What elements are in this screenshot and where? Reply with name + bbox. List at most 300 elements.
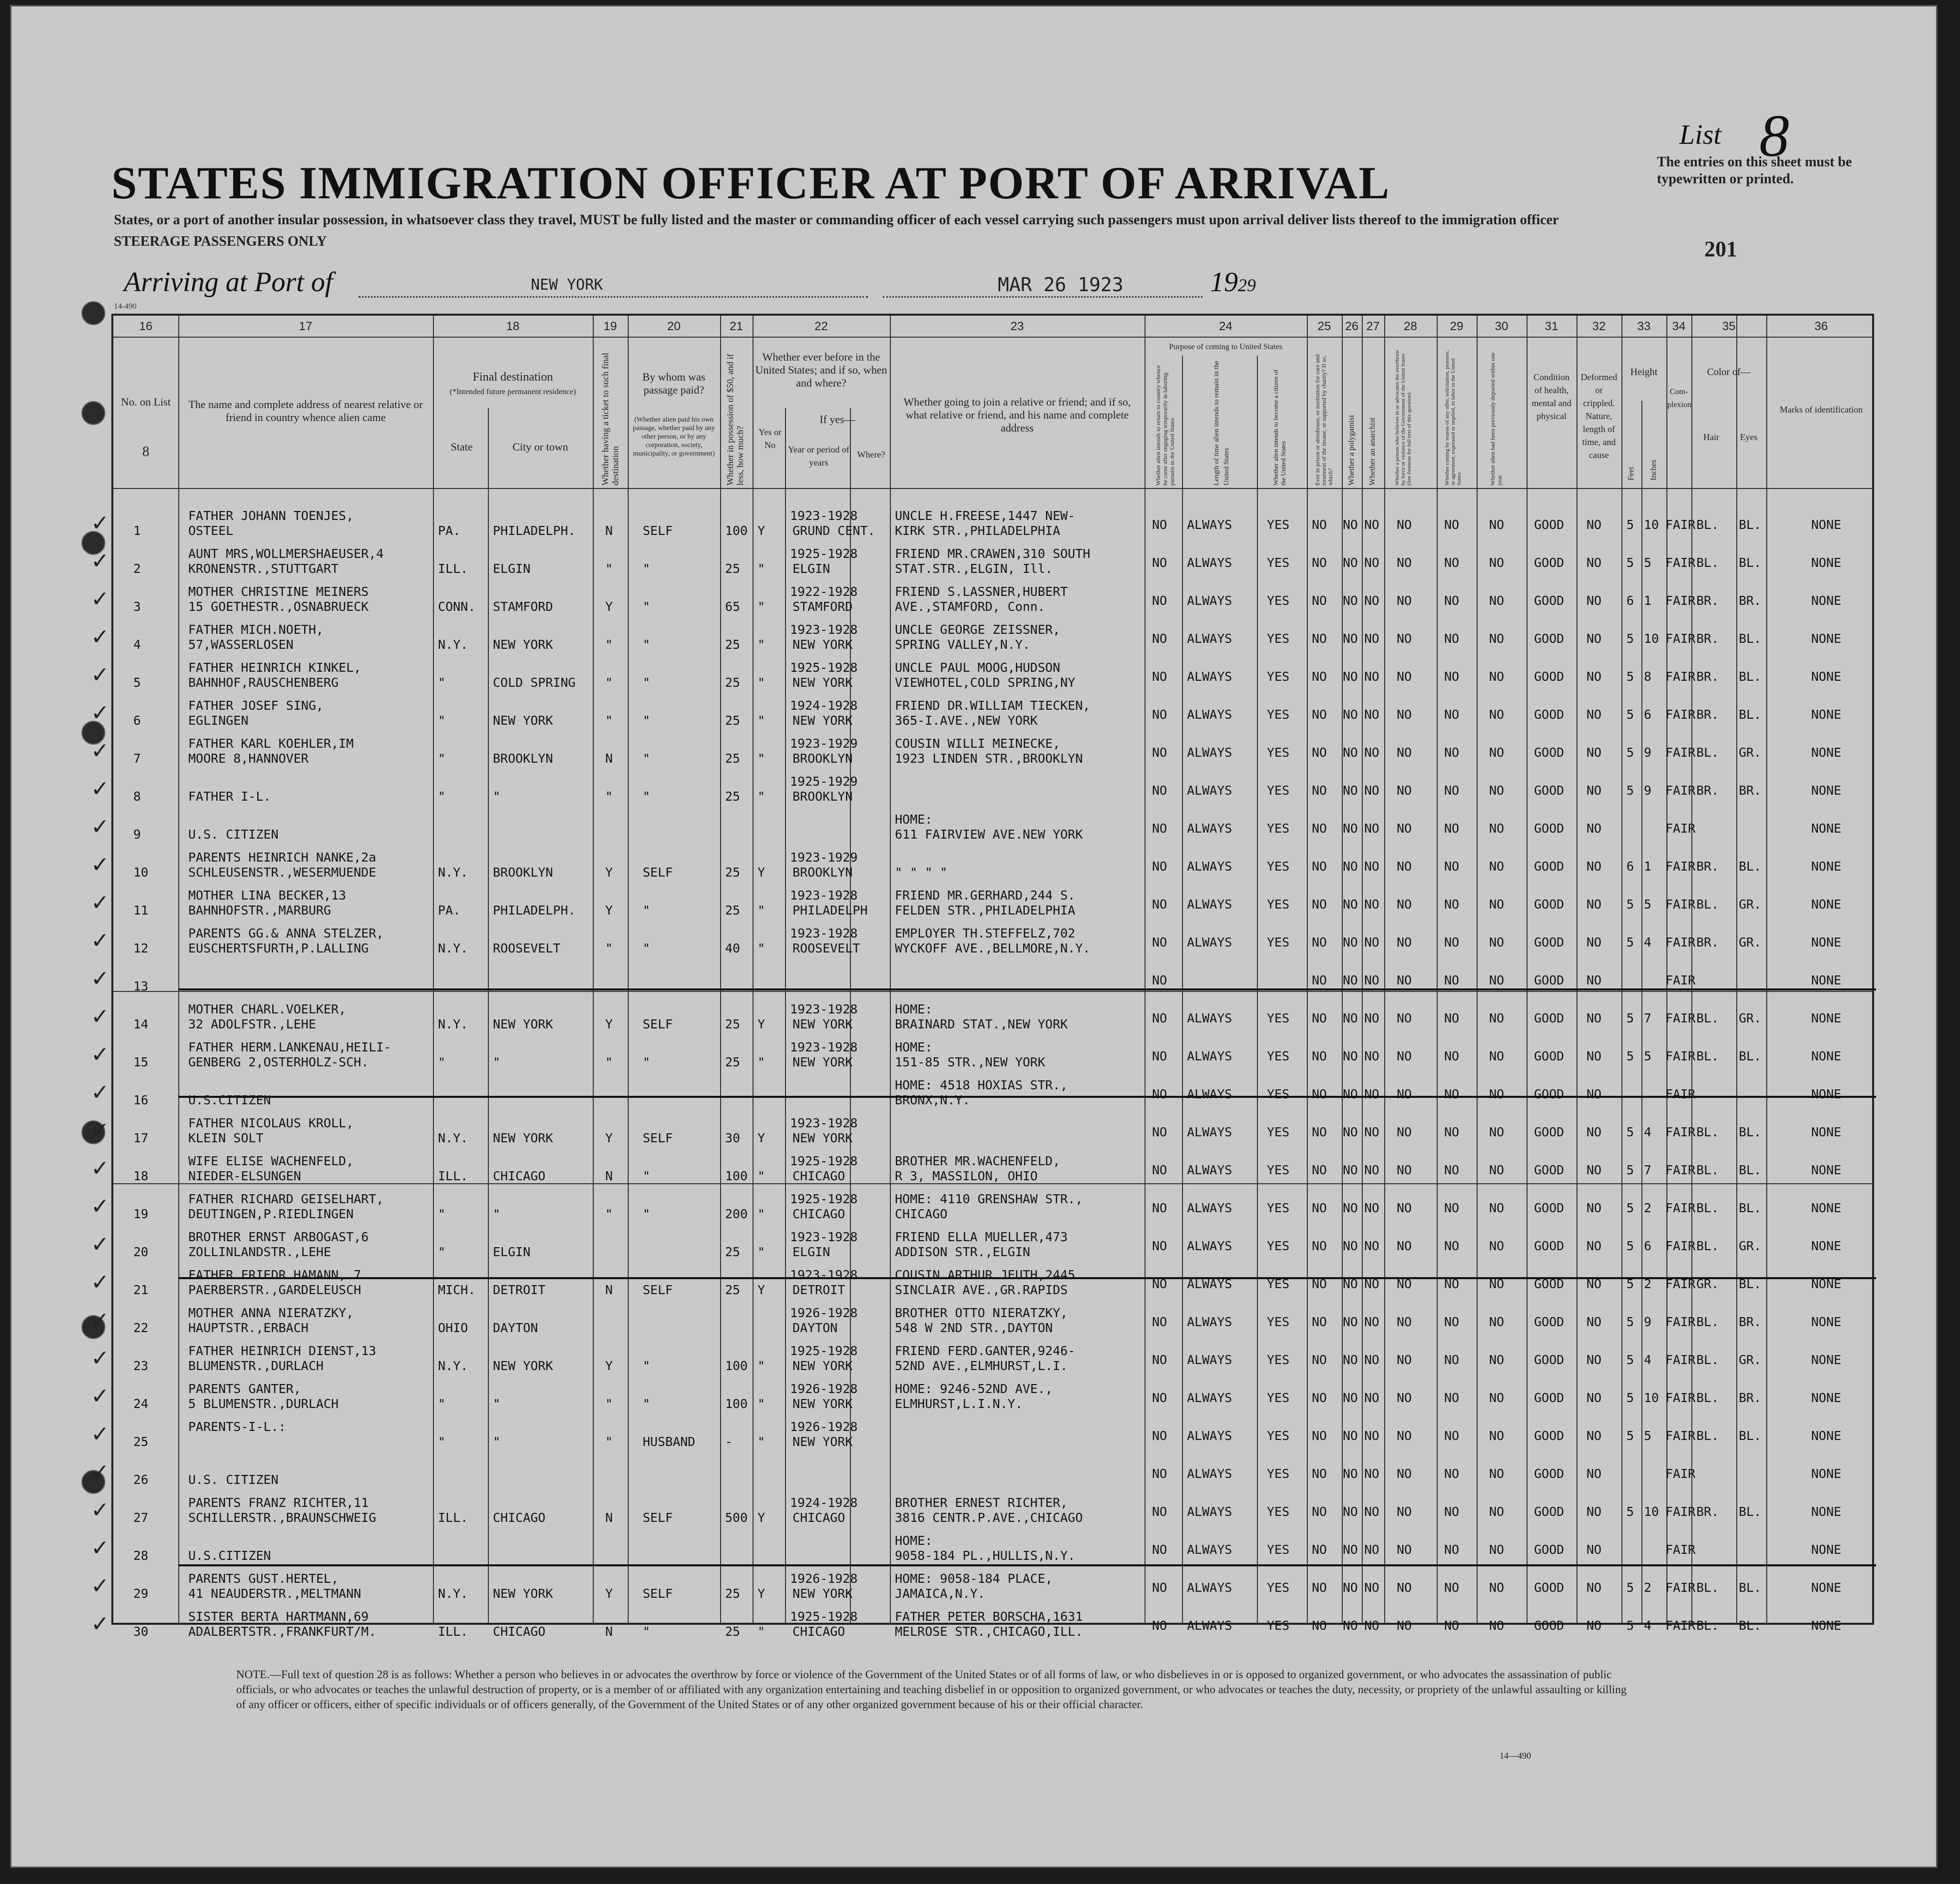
city-cell: " — [493, 1207, 501, 1221]
steerage-label: STEERAGE PASSENGERS ONLY — [114, 234, 327, 249]
q29-cell: NO — [1444, 1239, 1460, 1253]
check-mark-icon: ✓ — [91, 929, 109, 953]
col-number: 34 — [1672, 320, 1686, 333]
paid-cell: SELF — [643, 1283, 673, 1297]
where-cell: BROOKLYN — [792, 751, 853, 766]
purpose-citizen-cell: YES — [1267, 1542, 1290, 1557]
paid-cell: " — [643, 675, 651, 690]
join-line-1: HOME: — [895, 1002, 933, 1016]
col-number: 24 — [1219, 320, 1232, 333]
hair-cell: BL. — [1696, 1428, 1719, 1443]
period-cell: 1925-1928 — [790, 1192, 858, 1206]
before-cell: " — [758, 561, 766, 576]
purpose-length-cell: ALWAYS — [1187, 1542, 1232, 1557]
where-cell: NEW YORK — [792, 1359, 853, 1373]
period-cell: 1923-1928 — [790, 926, 858, 941]
purpose-return-cell: NO — [1152, 1239, 1168, 1253]
relative-line-2: U.S. CITIZEN — [188, 827, 279, 842]
hair-cell: BL. — [1696, 1239, 1719, 1253]
period-cell: 1924-1928 — [790, 1495, 858, 1510]
city-cell: PHILADELPH. — [493, 523, 576, 538]
col-number: 36 — [1814, 320, 1828, 333]
purpose-citizen-cell: YES — [1267, 555, 1290, 570]
deformed-cell: NO — [1586, 1618, 1602, 1633]
join-line-2: KIRK STR.,PHILADELPHIA — [895, 523, 1061, 538]
purpose-length-cell: ALWAYS — [1187, 745, 1232, 760]
col-number: 29 — [1450, 320, 1464, 333]
q28-cell: NO — [1397, 631, 1412, 646]
complexion-cell: FAIR — [1665, 783, 1696, 798]
form-code: 14-490 — [114, 302, 137, 311]
ticket-cell: Y — [605, 1017, 613, 1031]
where-cell: ROOSEVELT — [792, 941, 860, 955]
ticket-cell: " — [605, 675, 613, 690]
purpose-length-cell: ALWAYS — [1187, 1428, 1232, 1443]
paid-cell: " — [643, 1359, 651, 1373]
polygamist-cell: NO — [1343, 783, 1358, 798]
polygamist-cell: NO — [1343, 1428, 1358, 1443]
relative-line-1: SISTER BERTA HARTMANN,69 — [188, 1609, 369, 1624]
join-line-1: BROTHER OTTO NIERATZKY, — [895, 1306, 1068, 1320]
money-cell: 100 — [725, 1397, 748, 1411]
money-cell: 25 — [725, 713, 741, 728]
header-where: Where? — [857, 450, 885, 460]
prison-cell: NO — [1312, 935, 1327, 949]
hair-cell: BL. — [1696, 517, 1719, 532]
health-cell: GOOD — [1534, 1428, 1565, 1443]
eyes-cell: BL. — [1739, 1125, 1762, 1139]
anarchist-cell: NO — [1364, 1466, 1380, 1481]
marks-cell: NONE — [1811, 593, 1842, 608]
deformed-cell: NO — [1586, 1163, 1602, 1177]
purpose-return-cell: NO — [1152, 707, 1168, 722]
hair-cell: BR. — [1696, 593, 1719, 608]
health-cell: GOOD — [1534, 1542, 1565, 1557]
relative-line-2: FATHER I-L. — [188, 789, 271, 804]
join-line-1: FRIEND FERD.GANTER,9246- — [895, 1344, 1076, 1358]
header-yes-no: Yes or No — [759, 427, 782, 450]
col-number: 19 — [603, 320, 617, 333]
complexion-cell: FAIR — [1665, 631, 1696, 646]
relative-line-2: BLUMENSTR.,DURLACH — [188, 1359, 324, 1373]
ticket-cell: " — [605, 637, 613, 652]
before-cell: " — [758, 1359, 766, 1373]
anarchist-cell: NO — [1364, 1315, 1380, 1329]
relative-line-1: MOTHER CHARL.VOELKER, — [188, 1002, 347, 1016]
purpose-citizen-cell: YES — [1267, 1504, 1290, 1519]
check-mark-icon: ✓ — [91, 1422, 109, 1446]
col-rule — [1307, 316, 1308, 1623]
hair-cell: BL. — [1696, 1618, 1719, 1633]
period-cell: 1924-1928 — [790, 698, 858, 713]
q30-cell: NO — [1489, 1428, 1505, 1443]
anarchist-cell: NO — [1364, 1618, 1380, 1633]
health-cell: GOOD — [1534, 1049, 1565, 1063]
eyes-cell: BL. — [1739, 859, 1762, 874]
inches-cell: 4 — [1644, 1353, 1652, 1367]
paid-cell: " — [643, 903, 651, 918]
deformed-cell: NO — [1586, 631, 1602, 646]
marks-cell: NONE — [1811, 1618, 1842, 1633]
footer-form-code: 14—490 — [1500, 1751, 1531, 1761]
purpose-length-cell: ALWAYS — [1187, 1125, 1232, 1139]
header-deformed: Deformed or crippled. Nature, length of time, and cause — [1580, 372, 1617, 460]
q28-cell: NO — [1397, 1391, 1412, 1405]
before-cell: " — [758, 1169, 766, 1183]
marks-cell: NONE — [1811, 1466, 1842, 1481]
join-line-1: COUSIN ARTHUR JEUTH,2445 — [895, 1268, 1076, 1282]
city-cell: " — [493, 1397, 501, 1411]
q30-cell: NO — [1489, 745, 1505, 760]
q28-cell: NO — [1397, 517, 1412, 532]
header-ticket: Whether having a ticket to such final destination — [600, 353, 620, 485]
punch-hole — [81, 401, 105, 425]
before-cell: " — [758, 1207, 766, 1221]
health-cell: GOOD — [1534, 1466, 1565, 1481]
join-line-1: HOME: 4110 GRENSHAW STR., — [895, 1192, 1083, 1206]
city-cell: DAYTON — [493, 1321, 538, 1335]
polygamist-cell: NO — [1343, 707, 1358, 722]
health-cell: GOOD — [1534, 1315, 1565, 1329]
feet-cell: 5 — [1626, 1239, 1634, 1253]
feet-cell: 5 — [1626, 1201, 1634, 1215]
purpose-return-cell: NO — [1152, 859, 1168, 874]
hair-cell: GR. — [1696, 1277, 1719, 1291]
header-purpose-return: Whether alien intends to return to country whence he came after engaging temporarily in laboring pursuits in the United States — [1155, 365, 1176, 485]
money-cell: 25 — [725, 789, 741, 804]
eyes-cell: BL. — [1739, 707, 1762, 722]
q28-cell: NO — [1397, 1087, 1412, 1101]
money-cell: 65 — [725, 599, 741, 614]
complexion-cell: FAIR — [1665, 973, 1696, 987]
q29-cell: NO — [1444, 973, 1460, 987]
purpose-return-cell: NO — [1152, 745, 1168, 760]
complexion-cell: FAIR — [1665, 707, 1696, 722]
q28-cell: NO — [1397, 1163, 1412, 1177]
col-number: 35 — [1722, 320, 1736, 333]
q28-cell: NO — [1397, 1125, 1412, 1139]
eyes-cell: BL. — [1739, 669, 1762, 684]
period-cell: 1923-1929 — [790, 736, 858, 751]
eyes-cell: BL. — [1739, 1580, 1762, 1595]
prison-cell: NO — [1312, 1163, 1327, 1177]
q28-cell: NO — [1397, 593, 1412, 608]
purpose-length-cell: ALWAYS — [1187, 1618, 1232, 1633]
period-cell: 1926-1928 — [790, 1306, 858, 1320]
join-line-1: FRIEND MR.GERHARD,244 S. — [895, 888, 1076, 903]
paid-cell: " — [643, 1169, 651, 1183]
join-line-1: UNCLE H.FREESE,1447 NEW- — [895, 508, 1076, 523]
relative-line-2: U.S. CITIZEN — [188, 1472, 279, 1487]
complexion-cell: FAIR — [1665, 1163, 1696, 1177]
paid-cell: SELF — [643, 523, 673, 538]
purpose-return-cell: NO — [1152, 783, 1168, 798]
col-rule — [1477, 316, 1478, 1623]
row-number: 28 — [133, 1548, 149, 1563]
health-cell: GOOD — [1534, 1087, 1565, 1101]
q29-cell: NO — [1444, 593, 1460, 608]
header-final-destination-note: (*Intended future permanent residence) — [449, 388, 576, 396]
state-cell: " — [438, 789, 446, 804]
purpose-return-cell: NO — [1152, 1618, 1168, 1633]
anarchist-cell: NO — [1364, 1504, 1380, 1519]
health-cell: GOOD — [1534, 1277, 1565, 1291]
purpose-return-cell: NO — [1152, 897, 1168, 912]
ticket-cell: " — [605, 713, 613, 728]
relative-line-2: GENBERG 2,OSTERHOLZ-SCH. — [188, 1055, 369, 1069]
row-number: 25 — [133, 1434, 149, 1449]
relative-line-1: FATHER RICHARD GEISELHART, — [188, 1192, 384, 1206]
row-number: 6 — [133, 713, 141, 728]
paid-cell: " — [643, 561, 651, 576]
header-list-number-value: 8 — [142, 444, 149, 460]
marks-cell: NONE — [1811, 1239, 1842, 1253]
marks-cell: NONE — [1811, 1580, 1842, 1595]
period-cell: 1922-1928 — [790, 584, 858, 599]
row-number: 14 — [133, 1017, 149, 1031]
col-rule — [488, 408, 489, 1623]
q28-cell: NO — [1397, 1580, 1412, 1595]
before-cell: " — [758, 789, 766, 804]
health-cell: GOOD — [1534, 1201, 1565, 1215]
join-line-1: HOME: — [895, 812, 933, 827]
state-cell: ILL. — [438, 1510, 468, 1525]
join-line-2: ADDISON STR.,ELGIN — [895, 1245, 1030, 1259]
eyes-cell: GR. — [1739, 1239, 1762, 1253]
where-cell: NEW YORK — [792, 675, 853, 690]
where-cell: NEW YORK — [792, 713, 853, 728]
eyes-cell: BL. — [1739, 1201, 1762, 1215]
table-rule — [113, 337, 1872, 338]
row-number: 15 — [133, 1055, 149, 1069]
col-rule — [785, 408, 786, 1623]
col-rule — [753, 316, 754, 1623]
join-line-2: JAMAICA,N.Y. — [895, 1586, 985, 1601]
header-ever-before: Whether ever before in the United States; and if so, when and where? — [755, 351, 887, 389]
deformed-cell: NO — [1586, 1353, 1602, 1367]
header-marks: Marks of identification — [1780, 405, 1863, 415]
health-cell: GOOD — [1534, 1125, 1565, 1139]
relative-line-2: 57,WASSERLOSEN — [188, 637, 294, 652]
hair-cell: BL. — [1696, 1315, 1719, 1329]
relative-line-2: EGLINGEN — [188, 713, 249, 728]
check-mark-icon: ✓ — [91, 587, 109, 611]
anarchist-cell: NO — [1364, 1049, 1380, 1063]
money-cell: 25 — [725, 865, 741, 880]
feet-cell: 6 — [1626, 859, 1634, 874]
col-number: 32 — [1592, 320, 1606, 333]
purpose-return-cell: NO — [1152, 1201, 1168, 1215]
join-line-1: HOME: 9058-184 PLACE, — [895, 1571, 1053, 1586]
prison-cell: NO — [1312, 745, 1327, 760]
col-number: 30 — [1495, 320, 1509, 333]
hair-cell: BL. — [1696, 1201, 1719, 1215]
col-rule — [1621, 316, 1622, 1623]
inches-cell: 1 — [1644, 859, 1652, 874]
row-number: 23 — [133, 1359, 149, 1373]
join-line-1: UNCLE GEORGE ZEISSNER, — [895, 622, 1061, 637]
q30-cell: NO — [1489, 631, 1505, 646]
purpose-citizen-cell: YES — [1267, 1277, 1290, 1291]
relative-line-1: MOTHER CHRISTINE MEINERS — [188, 584, 369, 599]
strike-through-line — [178, 1564, 1876, 1566]
purpose-citizen-cell: YES — [1267, 821, 1290, 836]
col-number: 28 — [1404, 320, 1417, 333]
ticket-cell: Y — [605, 1586, 613, 1601]
header-hair: Hair — [1703, 432, 1719, 442]
state-cell: " — [438, 1245, 446, 1259]
relative-line-2: KRONENSTR.,STUTTGART — [188, 561, 339, 576]
q30-cell: NO — [1489, 1277, 1505, 1291]
money-cell: 25 — [725, 751, 741, 766]
eyes-cell: BL. — [1739, 1504, 1762, 1519]
state-cell: " — [438, 1397, 446, 1411]
feet-cell: 5 — [1626, 1618, 1634, 1633]
join-line-2: ELMHURST,L.I.N.Y. — [895, 1397, 1023, 1411]
eyes-cell: BL. — [1739, 1049, 1762, 1063]
ticket-cell: " — [605, 561, 613, 576]
inches-cell: 9 — [1644, 783, 1652, 798]
strike-through-line — [178, 1096, 1876, 1098]
anarchist-cell: NO — [1364, 669, 1380, 684]
hair-cell: BL. — [1696, 1353, 1719, 1367]
polygamist-cell: NO — [1343, 555, 1358, 570]
purpose-return-cell: NO — [1152, 821, 1168, 836]
deformed-cell: NO — [1586, 1428, 1602, 1443]
money-cell: 100 — [725, 523, 748, 538]
city-cell: NEW YORK — [493, 637, 553, 652]
purpose-return-cell: NO — [1152, 593, 1168, 608]
health-cell: GOOD — [1534, 1504, 1565, 1519]
header-list-number: No. on List — [121, 396, 171, 408]
inches-cell: 5 — [1644, 555, 1652, 570]
anarchist-cell: NO — [1364, 1125, 1380, 1139]
complexion-cell: FAIR — [1665, 555, 1696, 570]
where-cell: BROOKLYN — [792, 865, 853, 880]
q29-cell: NO — [1444, 1580, 1460, 1595]
marks-cell: NONE — [1811, 517, 1842, 532]
relative-line-2: U.S.CITIZEN — [188, 1093, 271, 1107]
relative-line-2: 41 NEAUDERSTR.,MELTMANN — [188, 1586, 362, 1601]
purpose-return-cell: NO — [1152, 631, 1168, 646]
anarchist-cell: NO — [1364, 1277, 1380, 1291]
complexion-cell: FAIR — [1665, 1580, 1696, 1595]
health-cell: GOOD — [1534, 555, 1565, 570]
purpose-length-cell: ALWAYS — [1187, 1011, 1232, 1025]
q28-cell: NO — [1397, 859, 1412, 874]
table-rule — [113, 488, 1872, 489]
feet-cell: 6 — [1626, 593, 1634, 608]
polygamist-cell: NO — [1343, 935, 1358, 949]
before-cell: " — [758, 1397, 766, 1411]
col-rule — [178, 316, 179, 1623]
inches-cell: 10 — [1644, 517, 1659, 532]
polygamist-cell: NO — [1343, 859, 1358, 874]
relative-line-2: DEUTINGEN,P.RIEDLINGEN — [188, 1207, 354, 1221]
q28-cell: NO — [1397, 1049, 1412, 1063]
health-cell: GOOD — [1534, 593, 1565, 608]
header-join: Whether going to join a relative or friend; and if so, what relative or friend, and his name and complete address — [903, 396, 1131, 434]
q28-cell: NO — [1397, 1504, 1412, 1519]
purpose-length-cell: ALWAYS — [1187, 555, 1232, 570]
health-cell: GOOD — [1534, 669, 1565, 684]
year-prefix: 19 — [1210, 267, 1238, 298]
header-city: City or town — [512, 441, 568, 453]
hair-cell: BR. — [1696, 707, 1719, 722]
q29-cell: NO — [1444, 1049, 1460, 1063]
money-cell: - — [725, 1434, 733, 1449]
q28-cell: NO — [1397, 1011, 1412, 1025]
q29-cell: NO — [1444, 859, 1460, 874]
inches-cell: 4 — [1644, 935, 1652, 949]
purpose-citizen-cell: YES — [1267, 783, 1290, 798]
q28-cell: NO — [1397, 1466, 1412, 1481]
paid-cell: HUSBAND — [643, 1434, 696, 1449]
relative-line-2: SCHILLERSTR.,BRAUNSCHWEIG — [188, 1510, 377, 1525]
polygamist-cell: NO — [1343, 897, 1358, 912]
polygamist-cell: NO — [1343, 1125, 1358, 1139]
q29-cell: NO — [1444, 1315, 1460, 1329]
money-cell: 25 — [725, 675, 741, 690]
purpose-length-cell: ALWAYS — [1187, 1277, 1232, 1291]
check-mark-icon: ✓ — [91, 815, 109, 839]
health-cell: GOOD — [1534, 631, 1565, 646]
marks-cell: NONE — [1811, 1391, 1842, 1405]
health-cell: GOOD — [1534, 859, 1565, 874]
q30-cell: NO — [1489, 1011, 1505, 1025]
q30-cell: NO — [1489, 859, 1505, 874]
year-label — [1210, 266, 1256, 298]
row-number: 7 — [133, 751, 141, 766]
before-cell: Y — [758, 1283, 766, 1297]
relative-line-1: FATHER KARL KOEHLER,IM — [188, 736, 354, 751]
money-cell: 25 — [725, 1586, 741, 1601]
q29-cell: NO — [1444, 1391, 1460, 1405]
q29-cell: NO — [1444, 555, 1460, 570]
col-rule — [628, 316, 629, 1623]
purpose-length-cell: ALWAYS — [1187, 859, 1232, 874]
header-question-30: Whether alien had been previously deported within one year — [1489, 352, 1503, 485]
join-line-2: SINCLAIR AVE.,GR.RAPIDS — [895, 1283, 1068, 1297]
prison-cell: NO — [1312, 1466, 1327, 1481]
complexion-cell: FAIR — [1665, 1391, 1696, 1405]
col-number: 26 — [1345, 320, 1359, 333]
join-line-2: 3816 CENTR.P.AVE.,CHICAGO — [895, 1510, 1083, 1525]
purpose-length-cell: ALWAYS — [1187, 1504, 1232, 1519]
prison-cell: NO — [1312, 783, 1327, 798]
ticket-cell: N — [605, 1510, 613, 1525]
period-cell: 1925-1928 — [790, 1154, 858, 1168]
city-cell: NEW YORK — [493, 1131, 553, 1145]
join-line-1: FRIEND DR.WILLIAM TIECKEN, — [895, 698, 1091, 713]
relative-line-1: FATHER FRIEDR.HAMANN, 7 — [188, 1268, 362, 1282]
col-number: 21 — [730, 320, 743, 333]
where-cell: DAYTON — [792, 1321, 838, 1335]
inches-cell: 6 — [1644, 1239, 1652, 1253]
col-number: 18 — [506, 320, 520, 333]
q28-cell: NO — [1397, 1618, 1412, 1633]
col-rule — [1691, 316, 1692, 1623]
polygamist-cell: NO — [1343, 1315, 1358, 1329]
marks-cell: NONE — [1811, 745, 1842, 760]
inches-cell: 7 — [1644, 1163, 1652, 1177]
relative-line-2: PAERBERSTR.,GARDELEUSCH — [188, 1283, 362, 1297]
ticket-cell: N — [605, 1283, 613, 1297]
eyes-cell: BL. — [1739, 1618, 1762, 1633]
relative-line-2: KLEIN SOLT — [188, 1131, 264, 1145]
row-number: 29 — [133, 1586, 149, 1601]
eyes-cell: GR. — [1739, 935, 1762, 949]
